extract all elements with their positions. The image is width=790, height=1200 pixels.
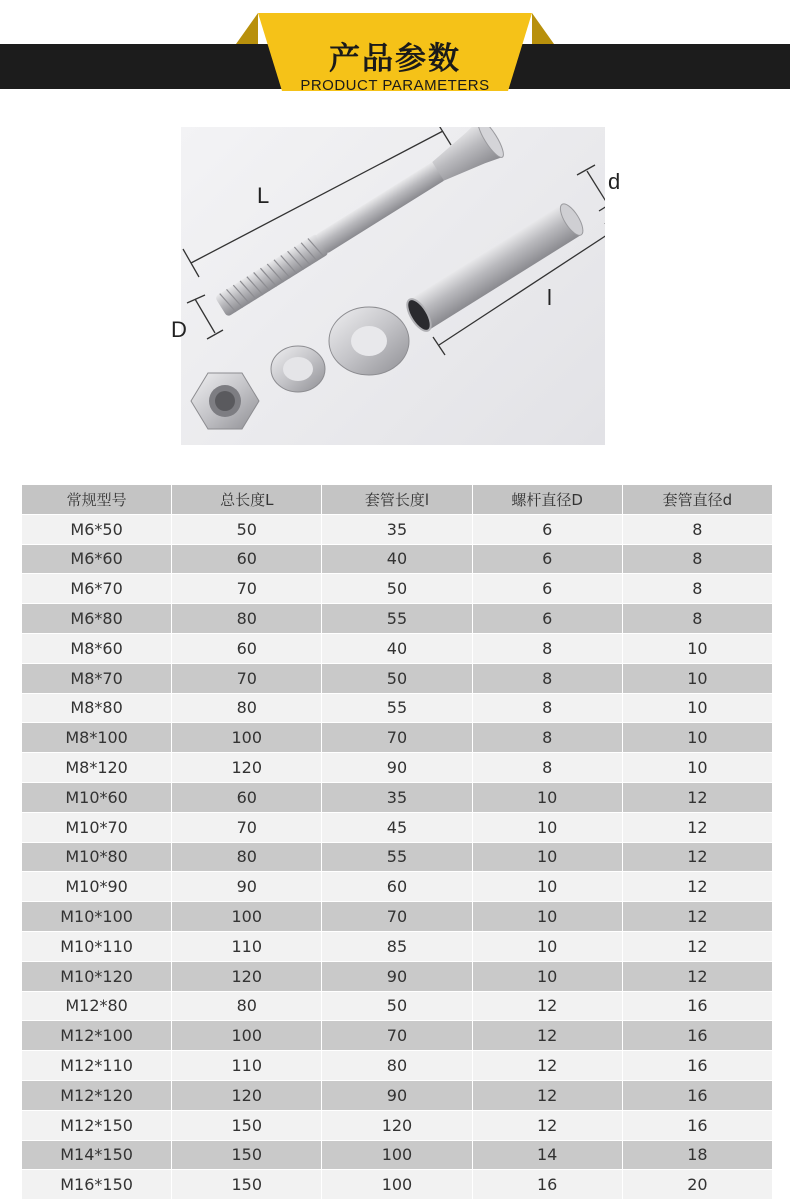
- cell-model: M10*80: [22, 842, 172, 872]
- cell-sleeve-length: 70: [322, 723, 472, 753]
- cell-model: M12*110: [22, 1051, 172, 1081]
- cell-total-length: 80: [172, 604, 322, 634]
- cell-sleeve-diameter: 16: [622, 1021, 772, 1051]
- cell-sleeve-length: 85: [322, 931, 472, 961]
- cell-bolt-diameter: 16: [472, 1170, 622, 1200]
- header-sleeve-diameter: 套管直径d: [622, 485, 772, 515]
- cell-sleeve-length: 35: [322, 782, 472, 812]
- cell-bolt-diameter: 12: [472, 1080, 622, 1110]
- cell-total-length: 70: [172, 663, 322, 693]
- table-row: [22, 514, 773, 544]
- table-row: [22, 633, 773, 663]
- cell-total-length: 100: [172, 902, 322, 932]
- cell-model: M6*60: [22, 544, 172, 574]
- table-row: [22, 604, 773, 634]
- cell-sleeve-diameter: 18: [622, 1140, 772, 1170]
- table-body: [22, 514, 773, 1199]
- cell-sleeve-length: 90: [322, 961, 472, 991]
- header-model: 常规型号: [22, 485, 172, 515]
- cell-sleeve-diameter: 16: [622, 1110, 772, 1140]
- cell-bolt-diameter: 10: [472, 902, 622, 932]
- product-photo: [171, 127, 621, 445]
- cell-sleeve-diameter: 16: [622, 1080, 772, 1110]
- cell-bolt-diameter: 6: [472, 604, 622, 634]
- cell-total-length: 120: [172, 1080, 322, 1110]
- cell-model: M10*90: [22, 872, 172, 902]
- cell-model: M8*60: [22, 633, 172, 663]
- dimension-label-D: D: [171, 317, 187, 342]
- table-row: [22, 991, 773, 1021]
- cell-model: M12*80: [22, 991, 172, 1021]
- cell-sleeve-diameter: 10: [622, 693, 772, 723]
- cell-total-length: 120: [172, 753, 322, 783]
- cell-sleeve-diameter: 8: [622, 544, 772, 574]
- cell-model: M12*150: [22, 1110, 172, 1140]
- cell-sleeve-diameter: 10: [622, 753, 772, 783]
- cell-model: M10*60: [22, 782, 172, 812]
- cell-total-length: 60: [172, 782, 322, 812]
- cell-model: M6*80: [22, 604, 172, 634]
- cell-sleeve-length: 90: [322, 1080, 472, 1110]
- table-row: [22, 753, 773, 783]
- cell-sleeve-diameter: 20: [622, 1170, 772, 1200]
- cell-sleeve-diameter: 8: [622, 604, 772, 634]
- cell-model: M10*70: [22, 812, 172, 842]
- cell-sleeve-length: 55: [322, 604, 472, 634]
- cell-total-length: 80: [172, 842, 322, 872]
- cell-total-length: 90: [172, 872, 322, 902]
- cell-bolt-diameter: 12: [472, 1021, 622, 1051]
- cell-bolt-diameter: 12: [472, 991, 622, 1021]
- cell-model: M10*100: [22, 902, 172, 932]
- cell-sleeve-diameter: 10: [622, 723, 772, 753]
- table-row: [22, 1080, 773, 1110]
- cell-model: M6*50: [22, 514, 172, 544]
- cell-model: M6*70: [22, 574, 172, 604]
- cell-sleeve-length: 80: [322, 1051, 472, 1081]
- header-total-length: 总长度L: [172, 485, 322, 515]
- cell-sleeve-diameter: 12: [622, 782, 772, 812]
- cell-model: M10*120: [22, 961, 172, 991]
- cell-model: M8*80: [22, 693, 172, 723]
- cell-total-length: 120: [172, 961, 322, 991]
- table-row: [22, 574, 773, 604]
- cell-sleeve-length: 120: [322, 1110, 472, 1140]
- table-row: [22, 544, 773, 574]
- cell-total-length: 80: [172, 693, 322, 723]
- cell-sleeve-diameter: 12: [622, 812, 772, 842]
- cell-sleeve-diameter: 16: [622, 991, 772, 1021]
- table-row: [22, 812, 773, 842]
- cell-sleeve-length: 55: [322, 842, 472, 872]
- cell-bolt-diameter: 8: [472, 633, 622, 663]
- cell-total-length: 100: [172, 1021, 322, 1051]
- cell-sleeve-length: 55: [322, 693, 472, 723]
- cell-sleeve-length: 45: [322, 812, 472, 842]
- table-row: [22, 723, 773, 753]
- cell-total-length: 150: [172, 1140, 322, 1170]
- table-row: [22, 842, 773, 872]
- cell-sleeve-length: 100: [322, 1170, 472, 1200]
- cell-sleeve-length: 50: [322, 574, 472, 604]
- cell-bolt-diameter: 10: [472, 812, 622, 842]
- cell-sleeve-diameter: 8: [622, 574, 772, 604]
- dimension-label-L: L: [257, 183, 270, 208]
- cell-sleeve-length: 50: [322, 663, 472, 693]
- cell-sleeve-diameter: 12: [622, 961, 772, 991]
- cell-total-length: 150: [172, 1110, 322, 1140]
- table-row: [22, 1140, 773, 1170]
- cell-bolt-diameter: 6: [472, 544, 622, 574]
- cell-bolt-diameter: 6: [472, 574, 622, 604]
- cell-total-length: 100: [172, 723, 322, 753]
- cell-total-length: 110: [172, 931, 322, 961]
- cell-model: M8*120: [22, 753, 172, 783]
- cell-sleeve-diameter: 12: [622, 842, 772, 872]
- cell-sleeve-diameter: 12: [622, 902, 772, 932]
- header-bolt-diameter: 螺杆直径D: [472, 485, 622, 515]
- cell-model: M8*100: [22, 723, 172, 753]
- cell-bolt-diameter: 12: [472, 1110, 622, 1140]
- cell-model: M10*110: [22, 931, 172, 961]
- cell-bolt-diameter: 10: [472, 872, 622, 902]
- cell-model: M14*150: [22, 1140, 172, 1170]
- cell-bolt-diameter: 8: [472, 723, 622, 753]
- cell-sleeve-diameter: 10: [622, 663, 772, 693]
- table-header-row: [22, 485, 773, 515]
- cell-total-length: 110: [172, 1051, 322, 1081]
- cell-bolt-diameter: 10: [472, 931, 622, 961]
- page-subtitle: PRODUCT PARAMETERS: [300, 77, 490, 94]
- cell-bolt-diameter: 12: [472, 1051, 622, 1081]
- cell-sleeve-diameter: 12: [622, 931, 772, 961]
- table-row: [22, 782, 773, 812]
- anchor-bolt-illustration: [181, 127, 605, 445]
- cell-sleeve-diameter: 16: [622, 1051, 772, 1081]
- cell-model: M12*120: [22, 1080, 172, 1110]
- table-row: [22, 902, 773, 932]
- table-row: [22, 1021, 773, 1051]
- cell-sleeve-length: 60: [322, 872, 472, 902]
- spec-table: [21, 484, 773, 1200]
- cell-bolt-diameter: 10: [472, 842, 622, 872]
- cell-total-length: 60: [172, 633, 322, 663]
- cell-total-length: 50: [172, 514, 322, 544]
- cell-bolt-diameter: 10: [472, 782, 622, 812]
- table-row: [22, 1170, 773, 1200]
- cell-sleeve-length: 50: [322, 991, 472, 1021]
- table-row: [22, 931, 773, 961]
- cell-bolt-diameter: 8: [472, 753, 622, 783]
- cell-bolt-diameter: 8: [472, 663, 622, 693]
- cell-sleeve-length: 100: [322, 1140, 472, 1170]
- cell-sleeve-diameter: 10: [622, 633, 772, 663]
- table-row: [22, 663, 773, 693]
- cell-model: M16*150: [22, 1170, 172, 1200]
- header-sleeve-length: 套管长度l: [322, 485, 472, 515]
- cell-total-length: 150: [172, 1170, 322, 1200]
- cell-bolt-diameter: 8: [472, 693, 622, 723]
- dimension-label-d: d: [608, 169, 621, 194]
- cell-sleeve-diameter: 12: [622, 872, 772, 902]
- cell-total-length: 70: [172, 574, 322, 604]
- cell-total-length: 70: [172, 812, 322, 842]
- table-row: [22, 872, 773, 902]
- cell-model: M12*100: [22, 1021, 172, 1051]
- table-row: [22, 961, 773, 991]
- cell-bolt-diameter: 14: [472, 1140, 622, 1170]
- cell-total-length: 60: [172, 544, 322, 574]
- cell-bolt-diameter: 10: [472, 961, 622, 991]
- cell-model: M8*70: [22, 663, 172, 693]
- cell-sleeve-length: 40: [322, 633, 472, 663]
- cell-sleeve-length: 40: [322, 544, 472, 574]
- cell-sleeve-length: 70: [322, 1021, 472, 1051]
- dimension-label-l: l: [547, 285, 552, 310]
- cell-total-length: 80: [172, 991, 322, 1021]
- cell-sleeve-length: 35: [322, 514, 472, 544]
- cell-bolt-diameter: 6: [472, 514, 622, 544]
- table-row: [22, 693, 773, 723]
- cell-sleeve-length: 90: [322, 753, 472, 783]
- cell-sleeve-length: 70: [322, 902, 472, 932]
- table-row: [22, 1051, 773, 1081]
- table-row: [22, 1110, 773, 1140]
- header-badge: [0, 13, 790, 94]
- cell-sleeve-diameter: 8: [622, 514, 772, 544]
- page-title: 产品参数: [329, 41, 461, 77]
